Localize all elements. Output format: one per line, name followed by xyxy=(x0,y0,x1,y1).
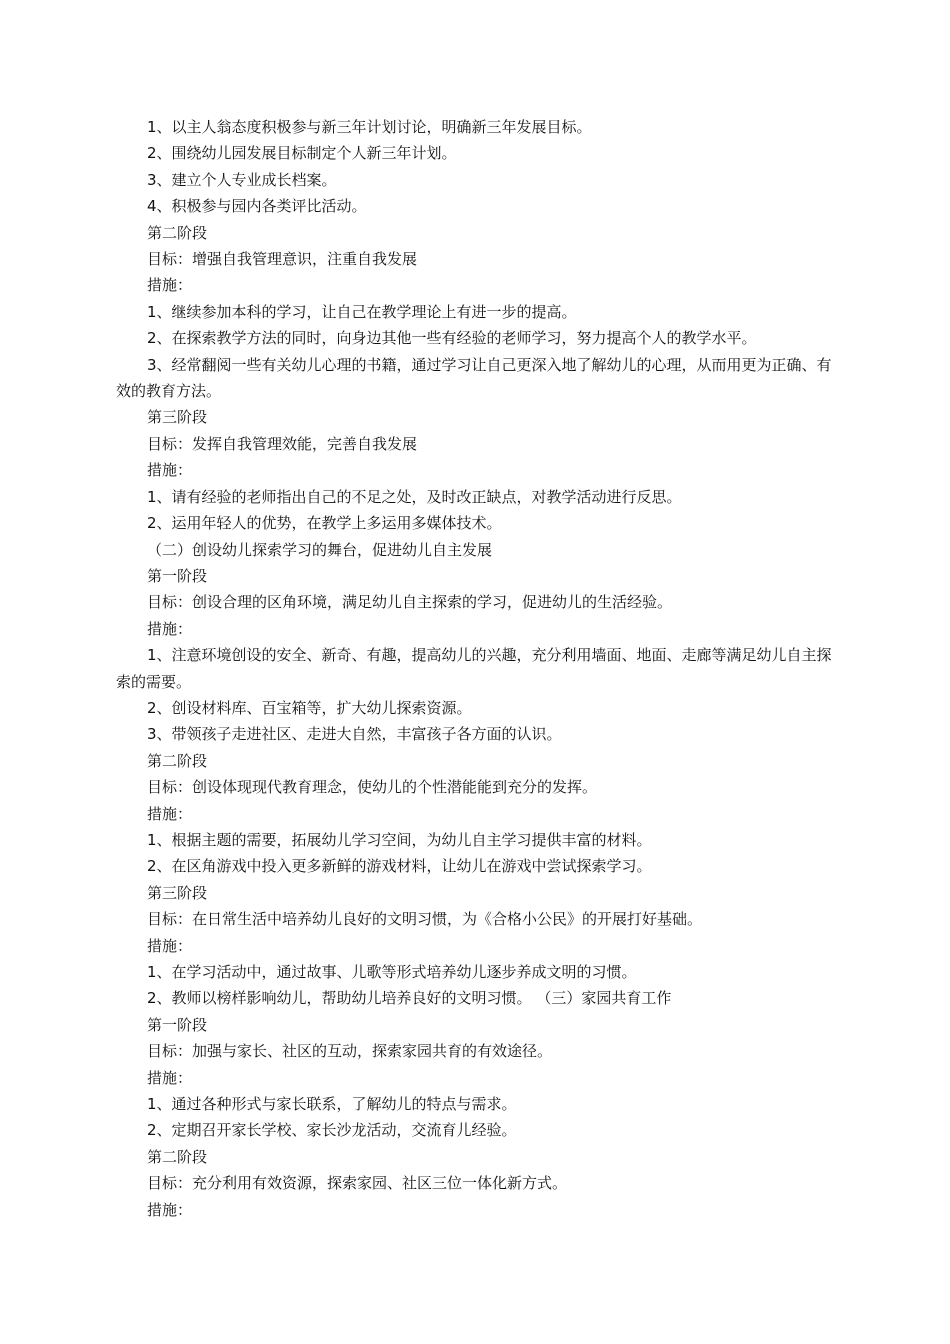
paragraph: 3、经常翻阅一些有关幼儿心理的书籍，通过学习让自己更深入地了解幼儿的心理，从而用更为正确、有效的教育方法。 xyxy=(116,355,832,401)
section-heading: 第二阶段 xyxy=(147,1147,208,1166)
measures-label: 措施： xyxy=(147,276,193,295)
goal-line: 目标：创设体现现代教育理念，使幼儿的个性潜能能到充分的发挥。 xyxy=(147,778,598,797)
section-heading: 第三阶段 xyxy=(147,883,208,902)
paragraph: 2、围绕幼儿园发展目标制定个人新三年计划。 xyxy=(147,144,457,163)
paragraph: 3、建立个人专业成长档案。 xyxy=(147,170,337,189)
paragraph: 2、在区角游戏中投入更多新鲜的游戏材料，让幼儿在游戏中尝试探索学习。 xyxy=(147,857,652,876)
section-heading: 第一阶段 xyxy=(147,1015,208,1034)
goal-line: 目标：增强自我管理意识，注重自我发展 xyxy=(147,250,418,269)
section-heading: 第三阶段 xyxy=(147,408,208,427)
paragraph: 2、创设材料库、百宝箱等，扩大幼儿探索资源。 xyxy=(147,698,472,717)
goal-line: 目标：充分利用有效资源，探索家园、社区三位一体化新方式。 xyxy=(147,1174,568,1193)
paragraph: 2、运用年轻人的优势，在教学上多运用多媒体技术。 xyxy=(147,514,502,533)
goal-line: 目标：发挥自我管理效能，完善自我发展 xyxy=(147,434,418,453)
paragraph: 2、定期召开家长学校、家长沙龙活动，交流育儿经验。 xyxy=(147,1121,517,1140)
section-title: （二）创设幼儿探索学习的舞台，促进幼儿自主发展 xyxy=(147,540,493,559)
paragraph: 1、请有经验的老师指出自己的不足之处，及时改正缺点，对教学活动进行反思。 xyxy=(147,487,682,506)
document-body xyxy=(116,114,832,1223)
paragraph: 3、带领孩子走进社区、走进大自然，丰富孩子各方面的认识。 xyxy=(147,725,562,744)
paragraph: 2、在探索教学方法的同时，向身边其他一些有经验的老师学习，努力提高个人的教学水平。 xyxy=(147,329,757,348)
section-heading: 第一阶段 xyxy=(147,566,208,585)
paragraph: 1、在学习活动中，通过故事、儿歌等形式培养幼儿逐步养成文明的习惯。 xyxy=(147,963,637,981)
measures-label: 措施： xyxy=(147,1200,193,1219)
goal-line: 目标：创设合理的区角环境，满足幼儿自主探索的学习，促进幼儿的生活经验。 xyxy=(147,593,673,612)
section-heading: 第二阶段 xyxy=(147,223,208,242)
section-heading: 第二阶段 xyxy=(147,751,208,770)
paragraph: 1、根据主题的需要，拓展幼儿学习空间，为幼儿自主学习提供丰富的材料。 xyxy=(147,830,652,849)
paragraph: 1、以主人翁态度积极参与新三年计划讨论，明确新三年发展目标。 xyxy=(147,118,592,136)
measures-label: 措施： xyxy=(147,804,193,823)
measures-label: 措施： xyxy=(147,461,193,480)
measures-label: 措施： xyxy=(147,936,193,955)
paragraph: 4、积极参与园内各类评比活动。 xyxy=(147,197,367,216)
measures-label: 措施： xyxy=(147,1068,193,1087)
goal-line: 目标：在日常生活中培养幼儿良好的文明习惯，为《合格小公民》的开展打好基础。 xyxy=(147,910,703,929)
measures-label: 措施： xyxy=(147,619,193,638)
paragraph: 1、通过各种形式与家长联系，了解幼儿的特点与需求。 xyxy=(147,1095,517,1114)
paragraph: 1、注意环境创设的安全、新奇、有趣，提高幼儿的兴趣，充分利用墙面、地面、走廊等满足幼儿自主探索的需要。 xyxy=(116,646,832,691)
paragraph: 2、教师以榜样影响幼儿，帮助幼儿培养良好的文明习惯。 （三）家园共育工作 xyxy=(147,989,672,1008)
paragraph: 1、继续参加本科的学习，让自己在教学理论上有进一步的提高。 xyxy=(147,302,577,321)
goal-line: 目标：加强与家长、社区的互动，探索家园共育的有效途径。 xyxy=(147,1042,553,1061)
